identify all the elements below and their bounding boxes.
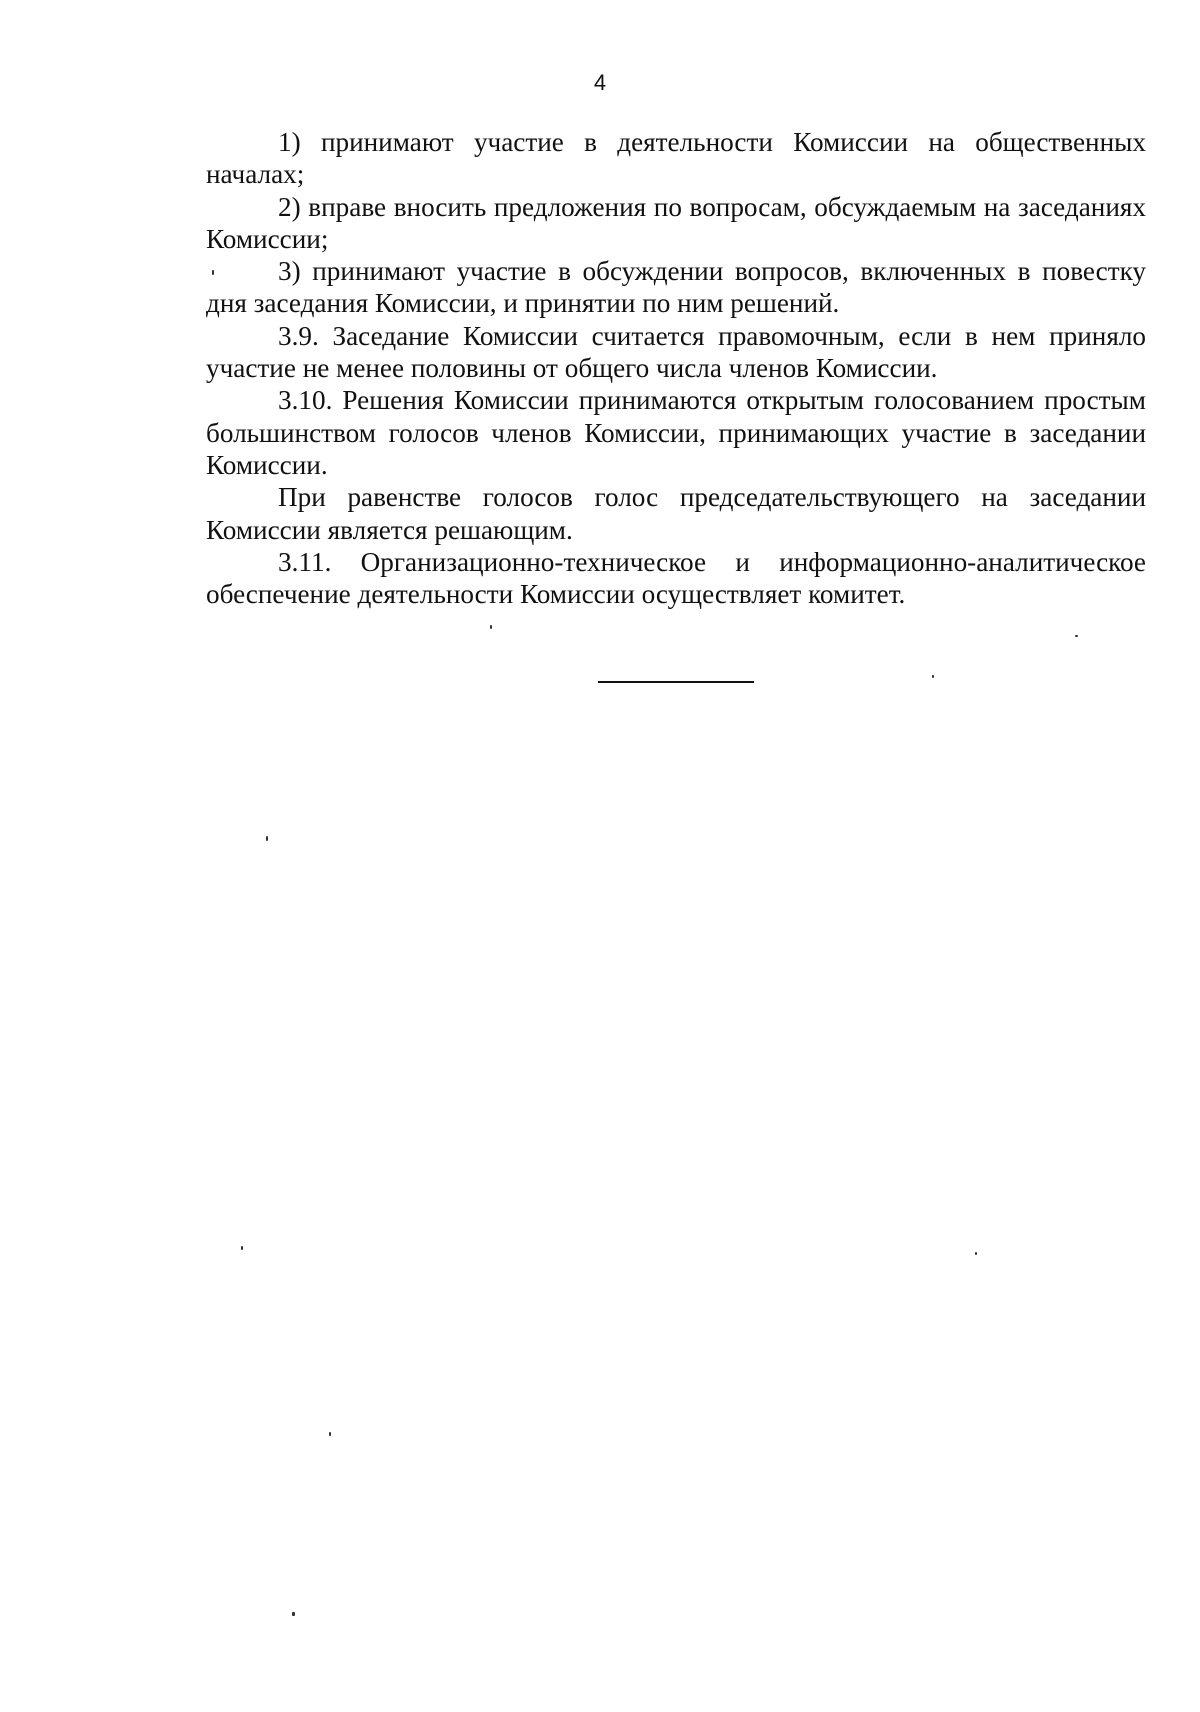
scan-speck [329,1432,331,1436]
page-number: 4 [593,70,607,95]
scan-speck [932,675,934,678]
paragraph-3-10: 3.10. Решения Комиссии принимаются открытым голосованием простым большинством голосов членов Комиссии, принимающих участие в заседании Комиссии. [206,385,1146,480]
scan-speck [490,625,492,629]
paragraph-3-9: 3.9. Заседание Комиссии считается правомочным, если в нем приняло участие не менее половины от общего числа членов Комиссии. [206,320,1146,384]
document-body [206,126,1146,610]
scan-speck [241,1246,243,1250]
scan-speck [292,1612,295,1616]
paragraph-item-3: 3) принимают участие в обсуждении вопросов, включенных в повестку дня заседания Комиссии, и принятии по ним решений. [206,256,1146,319]
scan-speck [266,836,268,841]
paragraph-item-1: 1) принимают участие в деятельности Комиссии на общественных началах; [206,127,1146,190]
end-of-document-rule [598,681,754,683]
scan-speck [975,1252,977,1255]
paragraph-item-2: 2) вправе вносить предложения по вопросам, обсуждаемым на заседаниях Комиссии; [206,191,1146,254]
paragraph-3-11: 3.11. Организационно-техническое и информационно-аналитическое обеспечение деятельности Комиссии осуществляет комитет. [206,546,1146,610]
paragraph-tie-vote: При равенстве голосов голос председательствующего на заседании Комиссии является решающим. [206,482,1146,545]
scan-speck [1075,635,1078,637]
scan-speck [212,270,214,275]
